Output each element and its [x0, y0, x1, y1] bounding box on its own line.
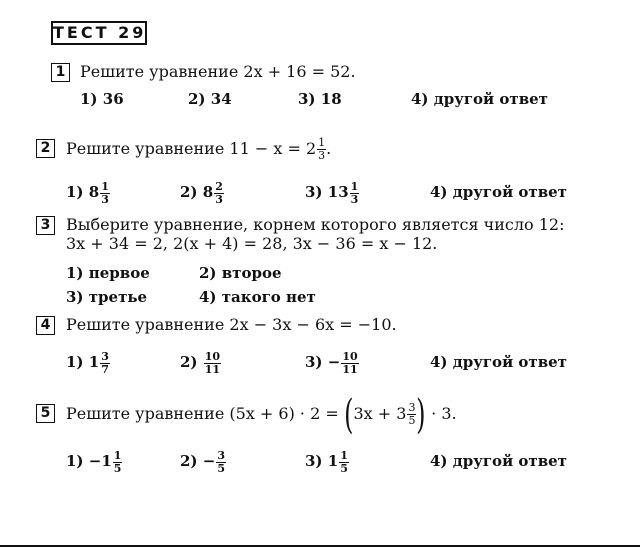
- task-3-option-1: 1) первое: [66, 264, 150, 282]
- option-text: другой ответ: [452, 183, 567, 201]
- task-5-option-3: [305, 445, 349, 477]
- task-1-text: Решите уравнение 2x + 16 = 52.: [80, 62, 356, 81]
- numerator: 3: [217, 448, 226, 462]
- numerator: 1: [113, 448, 122, 462]
- task-1-option-2: 2) 34: [188, 90, 232, 108]
- option-fraction: [113, 450, 123, 475]
- task-5-inner: 3x + 3: [353, 404, 407, 423]
- page-bottom-rule: [0, 545, 640, 547]
- option-label: 3): [305, 452, 323, 470]
- denominator: 3: [350, 192, 359, 206]
- denominator: 11: [204, 362, 221, 376]
- option-label: 2): [180, 183, 198, 201]
- option-whole: −: [327, 353, 341, 371]
- option-whole: −1: [88, 452, 112, 470]
- task-5-option-2: [180, 445, 226, 477]
- numerator: 2: [215, 179, 223, 193]
- task-4-option-1: [66, 346, 110, 378]
- task-1-option-4: 4) другой ответ: [411, 90, 548, 108]
- task-4-option-2: [180, 346, 221, 378]
- option-fraction: [100, 181, 110, 206]
- numerator: 10: [204, 349, 221, 363]
- task-2-option-2: [180, 176, 224, 208]
- option-fraction: [341, 351, 358, 376]
- task-number-2: 2: [36, 139, 55, 158]
- option-whole: 13: [327, 183, 349, 201]
- denominator: 5: [340, 461, 348, 475]
- denominator: 3: [101, 192, 109, 206]
- option-label: 1): [66, 183, 84, 201]
- task-number-5: 5: [36, 404, 55, 423]
- option-whole: 8: [88, 183, 100, 201]
- option-text: другой ответ: [452, 452, 567, 470]
- option-whole: 1: [88, 353, 100, 371]
- task-2-text-start: Решите уравнение 11 − x = 2: [66, 139, 317, 158]
- task-2-option-3: [305, 176, 359, 208]
- task-3-option-2: 2) второе: [199, 264, 282, 282]
- option-fraction: [204, 351, 221, 376]
- task-3-line-1: Выберите уравнение, корнем которого является число 12:: [66, 215, 565, 234]
- numerator: 10: [342, 349, 358, 363]
- numerator: 1: [318, 136, 326, 149]
- numerator: 1: [350, 179, 359, 193]
- option-fraction: [100, 351, 110, 376]
- option-whole: 8: [202, 183, 214, 201]
- denominator: 11: [342, 362, 358, 376]
- task-2-fraction: [317, 137, 326, 162]
- denominator: 5: [217, 461, 226, 475]
- task-3-option-3: 3) третье: [66, 288, 148, 306]
- option-label: 1): [66, 353, 84, 371]
- task-1-option-1: 1) 36: [80, 90, 124, 108]
- option-label: 4): [430, 353, 448, 371]
- denominator: 7: [101, 362, 109, 376]
- option-label: 4): [430, 452, 448, 470]
- option-label: 2): [180, 452, 198, 470]
- option-text: другой ответ: [452, 353, 567, 371]
- option-label: 4): [430, 183, 448, 201]
- task-5-option-4: [430, 445, 567, 477]
- task-3-line-2: 3x + 34 = 2, 2(x + 4) = 28, 3x − 36 = x − 12.: [66, 234, 438, 253]
- task-5-text-end: · 3.: [431, 404, 457, 423]
- denominator: 5: [113, 461, 122, 475]
- task-number-3: 3: [36, 216, 55, 235]
- option-fraction: [350, 181, 360, 206]
- task-3-option-4: 4) такого нет: [199, 288, 316, 306]
- task-4-option-4: [430, 346, 567, 378]
- big-paren-open: (: [343, 391, 354, 438]
- numerator: 1: [101, 179, 109, 193]
- denominator: 3: [215, 192, 223, 206]
- option-label: 3): [305, 353, 323, 371]
- numerator: 3: [408, 401, 416, 414]
- task-2-text-end: .: [326, 139, 332, 158]
- task-2-option-1: [66, 176, 110, 208]
- test-title: ТЕСТ 29: [51, 21, 147, 45]
- option-whole: −: [202, 452, 216, 470]
- option-label: 2): [180, 353, 198, 371]
- option-label: 1): [66, 452, 84, 470]
- option-label: 3): [305, 183, 323, 201]
- option-whole: 1: [327, 452, 339, 470]
- task-number-4: 4: [36, 316, 55, 335]
- numerator: 3: [101, 349, 109, 363]
- task-5-text: [66, 391, 457, 438]
- task-2-text: [66, 133, 331, 165]
- task-1-option-3: 3) 18: [298, 90, 342, 108]
- task-2-option-4: [430, 176, 567, 208]
- big-paren-close: ): [416, 391, 426, 438]
- denominator: 3: [318, 149, 326, 162]
- task-5-fraction: [407, 402, 416, 427]
- task-4-text: Решите уравнение 2x − 3x − 6x = −10.: [66, 315, 397, 334]
- task-number-1: 1: [51, 63, 70, 82]
- option-fraction: [339, 450, 349, 475]
- task-5-text-start: Решите уравнение (5x + 6) · 2 =: [66, 404, 339, 423]
- task-5-option-1: [66, 445, 122, 477]
- task-4-option-3: [305, 346, 359, 378]
- numerator: 1: [340, 448, 348, 462]
- denominator: 5: [408, 414, 416, 427]
- option-fraction: [216, 450, 226, 475]
- option-fraction: [214, 181, 224, 206]
